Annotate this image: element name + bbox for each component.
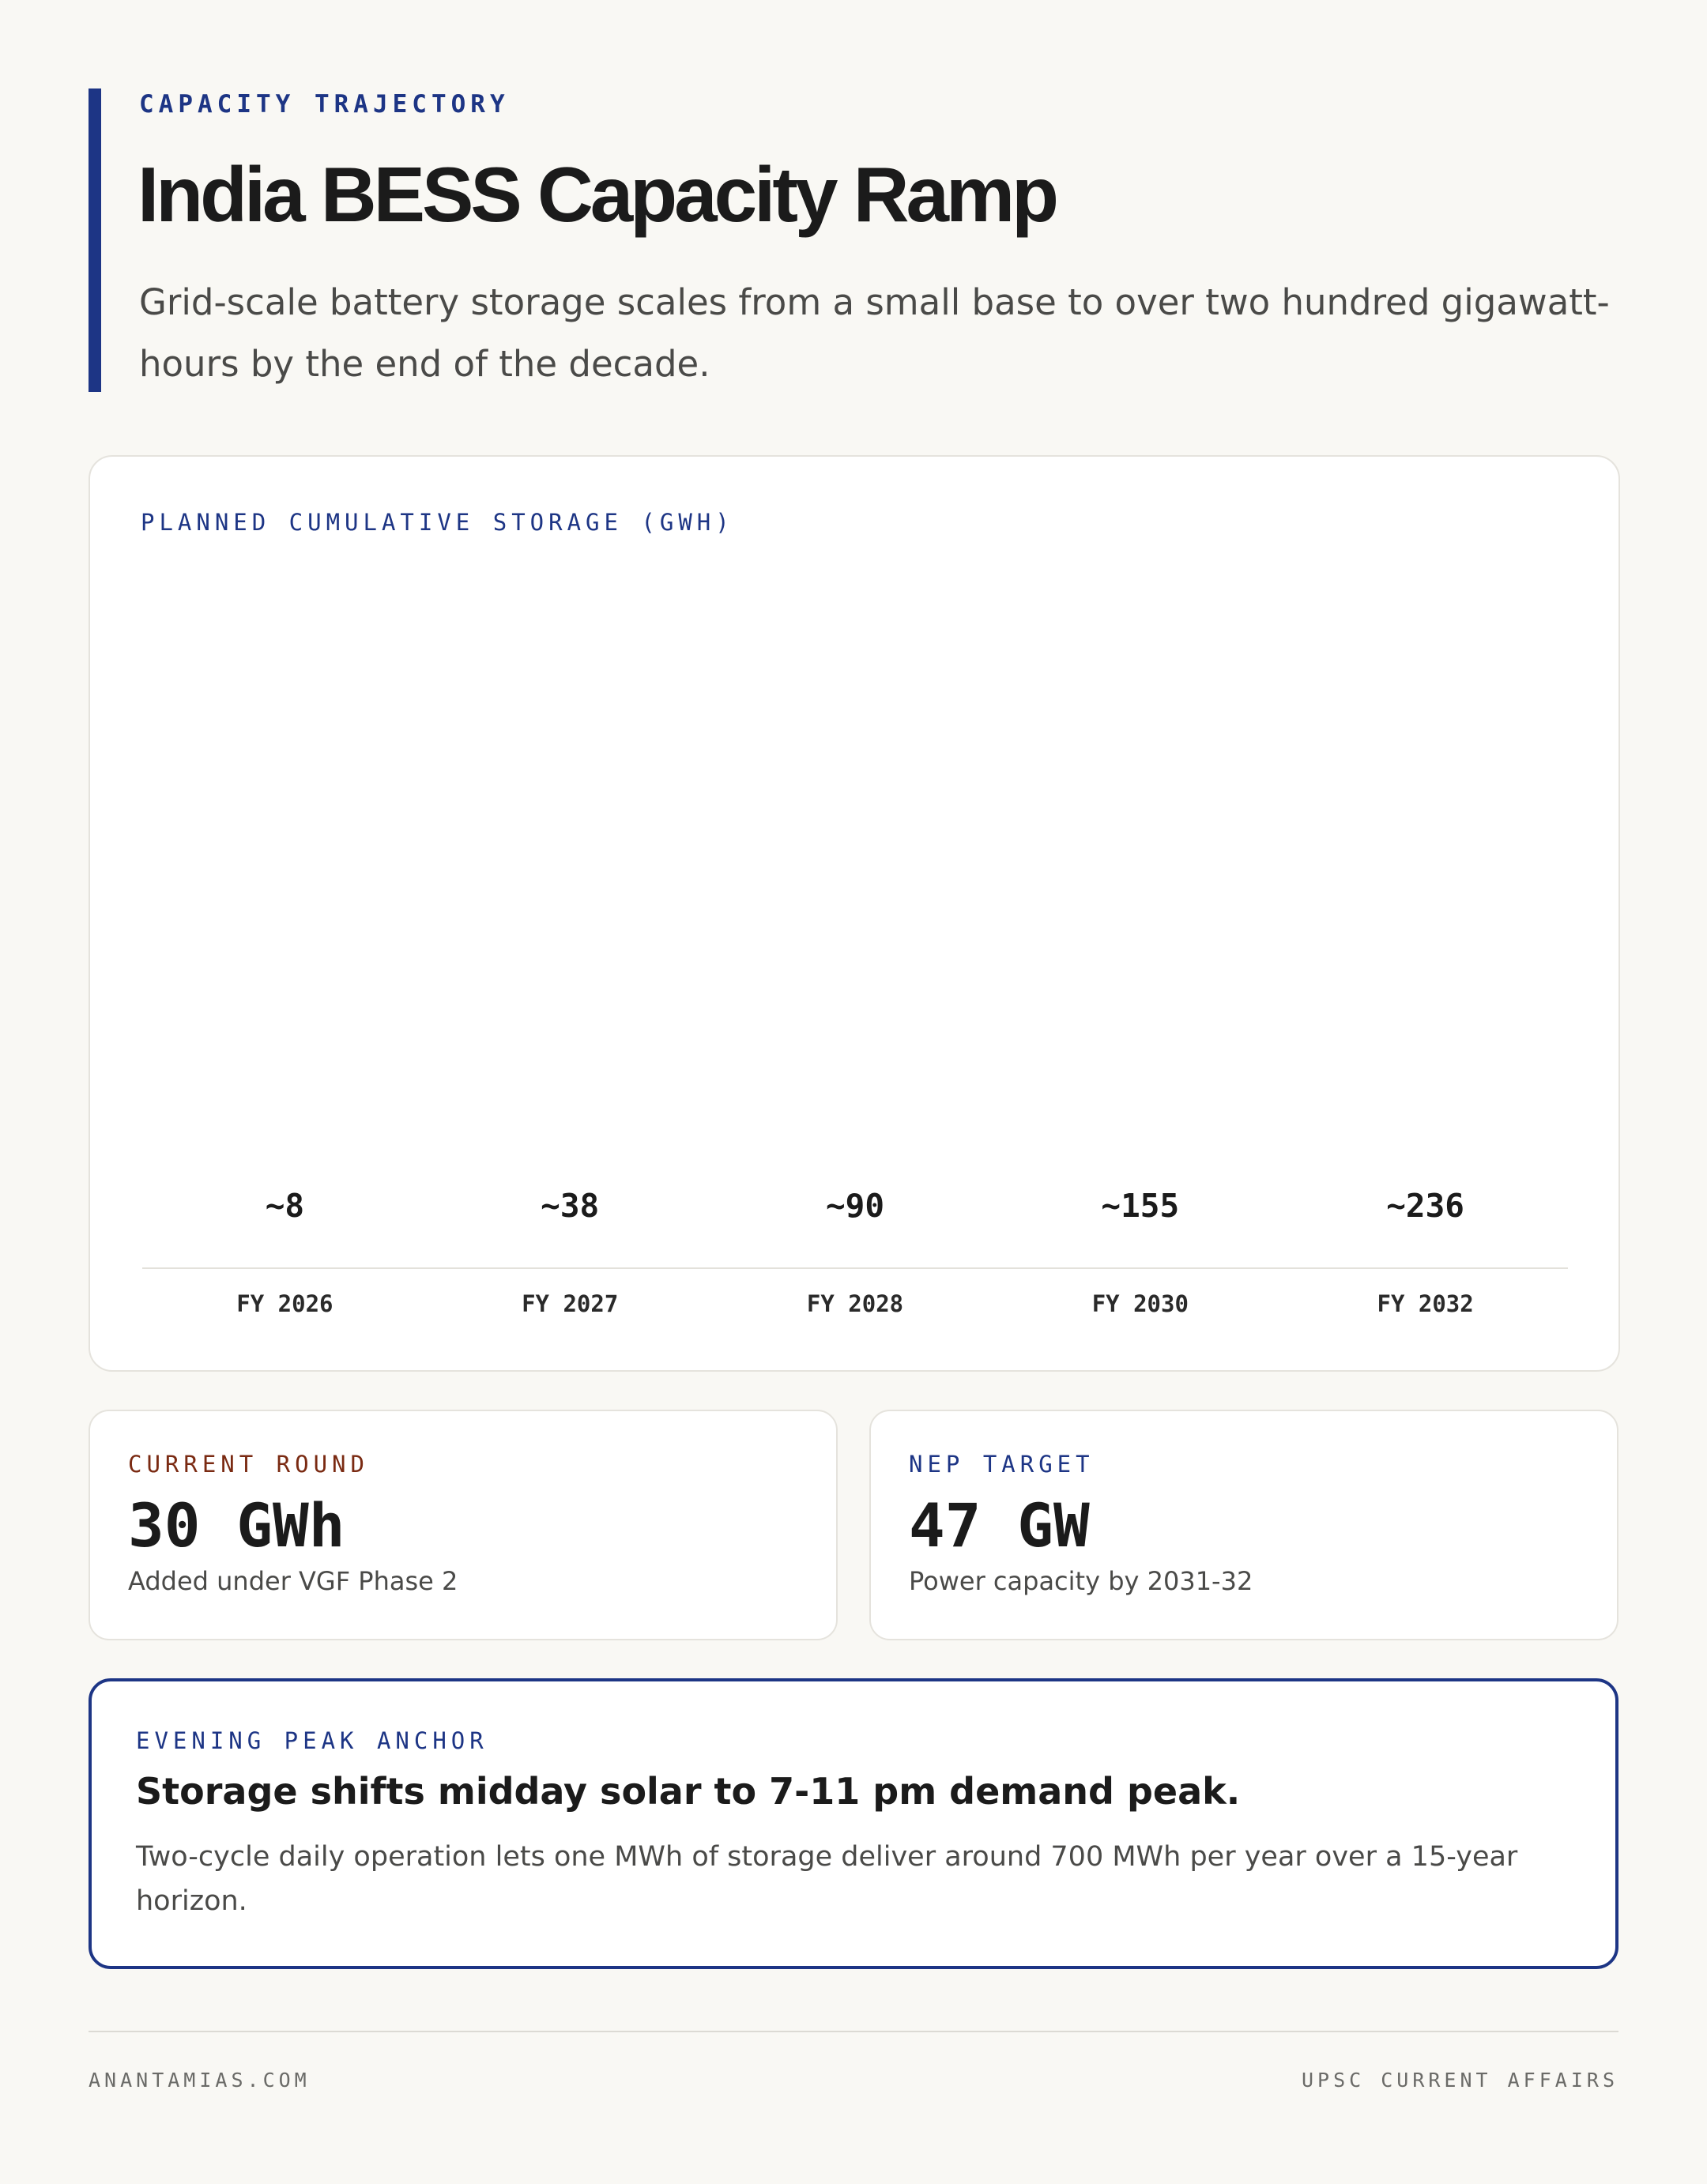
bar-fy-2028 (770, 1107, 940, 1197)
bar-value-label: ~8 (265, 1187, 305, 1225)
stat-eyebrow: CURRENT ROUND (128, 1451, 369, 1478)
x-tick-label: FY 2032 (1377, 1290, 1474, 1317)
callout-eyebrow: EVENING PEAK ANCHOR (136, 1727, 488, 1754)
page-title: India BESS Capacity Ramp (138, 151, 1057, 238)
chart-card (89, 455, 1620, 1372)
stat-card-current-round (89, 1410, 838, 1640)
bar-chart (90, 457, 1618, 1370)
bar-value-label: ~155 (1101, 1187, 1180, 1225)
header (89, 88, 1618, 392)
header-eyebrow: CAPACITY TRAJECTORY (139, 90, 510, 119)
x-tick-label: FY 2028 (806, 1290, 904, 1317)
x-tick-label: FY 2026 (236, 1290, 333, 1317)
x-tick-label: FY 2030 (1091, 1290, 1189, 1317)
footer-site: ANANTAMIAS.COM (89, 2069, 311, 2092)
stat-card-nep-target (869, 1410, 1618, 1640)
page-subtitle: Grid-scale battery storage scales from a small base to over two hundred gigawatt-hours by the end of the decade. (139, 281, 1610, 385)
stat-caption: Added under VGF Phase 2 (128, 1566, 458, 1596)
callout-text: Two-cycle daily operation lets one MWh of storage deliver around 700 MWh per year over a 15-year horizon. (136, 1841, 1518, 1917)
footer-divider (89, 2031, 1618, 2032)
stat-eyebrow: NEP TARGET (909, 1451, 1095, 1478)
stat-caption: Power capacity by 2031-32 (909, 1566, 1253, 1596)
chart-title: PLANNED CUMULATIVE STORAGE (GWH) (141, 509, 734, 536)
bar-value-label: ~236 (1386, 1187, 1464, 1225)
bar-value-label: ~38 (541, 1187, 600, 1225)
callout-card (89, 1678, 1618, 1969)
bar-value-label: ~90 (825, 1187, 885, 1225)
stat-value: 47 GW (909, 1490, 1090, 1561)
callout-title: Storage shifts midday solar to 7-11 pm demand peak. (136, 1770, 1241, 1813)
bar-fy-2032 (1340, 960, 1510, 1197)
header-accent-bar (89, 88, 101, 392)
x-tick-label: FY 2027 (522, 1290, 619, 1317)
bar-fy-2030 (1055, 1041, 1226, 1197)
stat-value: 30 GWh (128, 1490, 345, 1561)
footer-section: UPSC CURRENT AFFAIRS (1301, 2069, 1618, 2092)
